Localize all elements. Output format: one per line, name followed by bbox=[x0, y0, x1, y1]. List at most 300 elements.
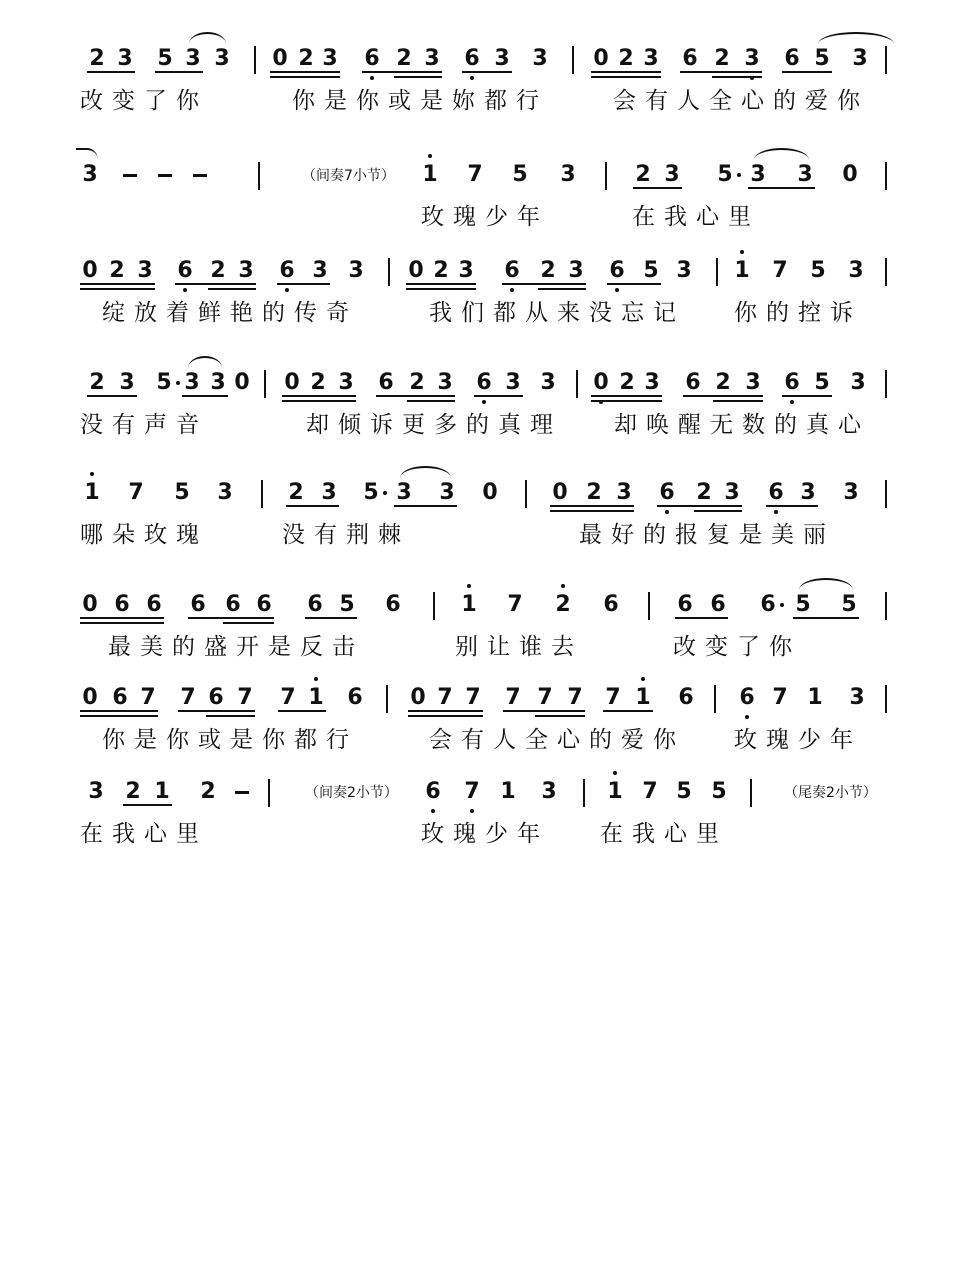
note: 5 bbox=[339, 592, 355, 617]
duration-underline bbox=[223, 622, 274, 624]
lyric-line: 最美的盛开是反击 bbox=[108, 634, 364, 660]
note: 6 bbox=[378, 370, 394, 395]
bar-line bbox=[254, 46, 256, 74]
bar-line bbox=[605, 162, 607, 190]
note: 3 bbox=[88, 779, 104, 804]
note: 6 bbox=[420, 779, 446, 805]
note: 5 bbox=[814, 370, 830, 395]
high-octave-dot bbox=[613, 771, 617, 775]
note: 3 bbox=[676, 258, 692, 283]
duration-underline bbox=[607, 283, 661, 285]
low-octave-dot bbox=[615, 288, 619, 292]
note: 0 bbox=[82, 685, 98, 710]
duration-underline bbox=[591, 400, 662, 402]
sustain-dash bbox=[123, 174, 137, 177]
note: 6 bbox=[678, 685, 694, 710]
note: 6 bbox=[225, 592, 241, 617]
lyric-line: 在我心里 bbox=[600, 821, 728, 847]
note: 3 bbox=[800, 480, 816, 505]
interlude-annotation: （尾奏2小节） bbox=[784, 785, 877, 801]
note: 7 bbox=[772, 258, 788, 283]
sustain-dash bbox=[193, 174, 207, 177]
duration-underline bbox=[591, 76, 661, 78]
high-octave-dot bbox=[641, 677, 645, 681]
note: 3 bbox=[505, 370, 521, 395]
note: 6 bbox=[604, 258, 630, 284]
duration-underline bbox=[87, 395, 137, 397]
duration-underline bbox=[175, 283, 256, 285]
note: 7 bbox=[237, 685, 253, 710]
note: 1 bbox=[630, 685, 656, 711]
lyric-line: 玫瑰少年 bbox=[421, 204, 549, 230]
note: 0 bbox=[593, 46, 609, 71]
duration-underline bbox=[394, 76, 442, 78]
note: 2 bbox=[200, 779, 216, 804]
duration-underline bbox=[680, 71, 762, 73]
note: 3 bbox=[424, 46, 440, 71]
bar-line bbox=[714, 685, 716, 713]
duration-underline bbox=[657, 505, 742, 507]
note: 1 bbox=[417, 162, 443, 188]
duration-underline bbox=[282, 400, 356, 402]
duration-underline bbox=[178, 710, 255, 712]
duration-underline bbox=[408, 710, 483, 712]
note: 5 bbox=[810, 258, 826, 283]
score-line-4 bbox=[0, 370, 975, 470]
duration-underline bbox=[394, 505, 457, 507]
note: 1 bbox=[456, 592, 482, 618]
note: 6 bbox=[172, 258, 198, 284]
note: 0 bbox=[410, 685, 426, 710]
interlude-annotation: （间奏2小节） bbox=[305, 785, 398, 801]
note: 5 bbox=[717, 162, 733, 187]
note: 6 bbox=[603, 592, 619, 617]
note: 6 bbox=[784, 46, 800, 71]
note: 0 bbox=[82, 258, 98, 283]
duration-underline bbox=[793, 617, 859, 619]
note: 3 bbox=[616, 480, 632, 505]
note: 3 bbox=[217, 480, 233, 505]
low-octave-dot bbox=[665, 510, 669, 514]
note: 6 bbox=[763, 480, 789, 506]
score-line-6 bbox=[0, 592, 975, 692]
duration-underline bbox=[408, 715, 483, 717]
note: 2 bbox=[550, 592, 576, 618]
note: 7 bbox=[128, 480, 144, 505]
note: 6 bbox=[499, 258, 525, 284]
note: 3 bbox=[745, 370, 761, 395]
low-octave-dot bbox=[183, 288, 187, 292]
tie-arc bbox=[189, 32, 226, 56]
note: 1 bbox=[303, 685, 329, 711]
bar-line bbox=[525, 480, 527, 508]
high-octave-dot bbox=[740, 250, 744, 254]
lyric-line: 没有荆棘 bbox=[282, 522, 410, 548]
duration-underline bbox=[406, 283, 476, 285]
bar-line bbox=[572, 46, 574, 74]
duration-underline bbox=[278, 710, 326, 712]
note: 2 bbox=[125, 779, 141, 804]
note: 6 bbox=[710, 592, 726, 617]
note: 3 bbox=[82, 162, 98, 187]
note: 3 bbox=[541, 779, 557, 804]
note: 7 bbox=[140, 685, 156, 710]
note: 3 bbox=[322, 46, 338, 71]
note: 5 bbox=[174, 480, 190, 505]
duration-underline bbox=[474, 395, 523, 397]
note: 5 bbox=[814, 46, 830, 71]
low-octave-dot bbox=[470, 76, 474, 80]
note: 2 bbox=[433, 258, 449, 283]
bar-line bbox=[258, 162, 260, 190]
note: 1 bbox=[729, 258, 755, 284]
bar-line bbox=[885, 685, 887, 713]
note: 3 bbox=[540, 370, 556, 395]
note: 0 bbox=[234, 370, 250, 395]
bar-line bbox=[386, 685, 388, 713]
lyric-line: 别让谁去 bbox=[455, 634, 583, 660]
low-octave-dot bbox=[745, 715, 749, 719]
lyric-line: 会有人全心的爱你 bbox=[613, 88, 869, 114]
score-line-5 bbox=[0, 480, 975, 580]
bar-line bbox=[885, 162, 887, 190]
note: 7 bbox=[467, 162, 483, 187]
note: 7 bbox=[180, 685, 196, 710]
note: 6 bbox=[359, 46, 385, 72]
low-octave-dot bbox=[431, 809, 435, 813]
high-octave-dot bbox=[90, 472, 94, 476]
duration-underline bbox=[683, 395, 763, 397]
note: 3 bbox=[458, 258, 474, 283]
lyric-line: 改变了你 bbox=[80, 88, 208, 114]
bar-line bbox=[885, 370, 887, 398]
note: 2 bbox=[89, 46, 105, 71]
note: 3 bbox=[137, 258, 153, 283]
score-line-2 bbox=[0, 162, 975, 262]
duration-underline bbox=[538, 288, 586, 290]
high-octave-dot bbox=[428, 154, 432, 158]
duration-underline bbox=[305, 617, 357, 619]
bar-line bbox=[268, 779, 270, 807]
note: 2 bbox=[288, 480, 304, 505]
note: 3 bbox=[396, 480, 412, 505]
note: 3 bbox=[210, 370, 226, 395]
score-line-1 bbox=[0, 46, 975, 146]
duration-underline bbox=[713, 400, 763, 402]
note: 0 bbox=[552, 480, 568, 505]
note: 6 bbox=[459, 46, 485, 72]
tie-arc bbox=[754, 148, 809, 172]
note: 3 bbox=[184, 370, 200, 395]
note: 1 bbox=[500, 779, 516, 804]
note: 5 bbox=[795, 592, 811, 617]
note: 5 bbox=[157, 46, 173, 71]
duration-underline bbox=[502, 283, 586, 285]
note: 7 bbox=[537, 685, 553, 710]
score-line-8 bbox=[0, 779, 975, 879]
note: 3 bbox=[119, 370, 135, 395]
lyric-line: 你是你或是你都行 bbox=[102, 727, 358, 753]
duration-underline bbox=[155, 71, 203, 73]
duration-underline bbox=[406, 288, 476, 290]
duration-underline bbox=[712, 76, 762, 78]
note: 3 bbox=[185, 46, 201, 71]
lyric-line: 你是你或是妳都行 bbox=[292, 88, 548, 114]
note: 7 bbox=[280, 685, 296, 710]
duration-underline bbox=[123, 804, 172, 806]
lyric-line: 会有人全心的爱你 bbox=[429, 727, 685, 753]
note: 3 bbox=[321, 480, 337, 505]
note: 5 bbox=[643, 258, 659, 283]
note: 5 bbox=[841, 592, 857, 617]
duration-underline bbox=[80, 617, 164, 619]
note: 6 bbox=[654, 480, 680, 506]
lyric-line: 在我心里 bbox=[632, 204, 760, 230]
duration-underline bbox=[362, 71, 442, 73]
low-octave-dot bbox=[482, 400, 486, 404]
duration-underline bbox=[782, 71, 832, 73]
low-octave-dot bbox=[285, 288, 289, 292]
note: 6 bbox=[779, 370, 805, 396]
note: 2 bbox=[586, 480, 602, 505]
note: 3 bbox=[214, 46, 230, 71]
lyric-line: 却唤醒无数的真心 bbox=[614, 412, 870, 438]
note: 3 bbox=[532, 46, 548, 71]
duration-underline bbox=[80, 715, 158, 717]
low-octave-dot bbox=[470, 809, 474, 813]
note: 6 bbox=[471, 370, 497, 396]
note: 1 bbox=[154, 779, 170, 804]
tie-arc bbox=[188, 356, 222, 380]
duration-underline bbox=[188, 617, 274, 619]
note: 2 bbox=[696, 480, 712, 505]
note: 7 bbox=[507, 592, 523, 617]
note: 3 bbox=[238, 258, 254, 283]
note: 3 bbox=[849, 685, 865, 710]
bar-line bbox=[648, 592, 650, 620]
duration-underline bbox=[675, 617, 728, 619]
duration-underline bbox=[80, 710, 158, 712]
note: 3 bbox=[750, 162, 766, 187]
lyric-line: 我们都从来没忘记 bbox=[429, 300, 685, 326]
note: 2 bbox=[109, 258, 125, 283]
tie-arc bbox=[818, 32, 894, 56]
score-line-3 bbox=[0, 258, 975, 358]
note: 3 bbox=[724, 480, 740, 505]
tie-arc bbox=[799, 578, 853, 602]
lyric-line: 玫瑰少年 bbox=[734, 727, 862, 753]
note: 2 bbox=[635, 162, 651, 187]
note: 3 bbox=[739, 46, 765, 72]
note: 3 bbox=[568, 258, 584, 283]
lyric-line: 你的控诉 bbox=[734, 300, 862, 326]
note: 5 bbox=[363, 480, 379, 505]
note: 6 bbox=[682, 46, 698, 71]
note: 7 bbox=[505, 685, 521, 710]
low-octave-dot bbox=[774, 510, 778, 514]
note: 3 bbox=[797, 162, 813, 187]
note: 3 bbox=[643, 46, 659, 71]
note: 3 bbox=[843, 480, 859, 505]
bar-line bbox=[261, 480, 263, 508]
note: 0 bbox=[284, 370, 300, 395]
note: 0 bbox=[842, 162, 858, 187]
note: 6 bbox=[114, 592, 130, 617]
duration-underline bbox=[462, 71, 512, 73]
note: 6 bbox=[677, 592, 693, 617]
note: 2 bbox=[210, 258, 226, 283]
sustain-dash bbox=[235, 791, 249, 794]
duration-underline bbox=[376, 395, 455, 397]
lyric-line: 玫瑰少年 bbox=[421, 821, 549, 847]
bar-line bbox=[264, 370, 266, 398]
bar-line bbox=[433, 592, 435, 620]
bar-line bbox=[716, 258, 718, 286]
note: 0 bbox=[588, 370, 614, 396]
duration-underline bbox=[782, 395, 832, 397]
note: 7 bbox=[567, 685, 583, 710]
low-octave-dot bbox=[790, 400, 794, 404]
duration-underline bbox=[80, 288, 155, 290]
note: 7 bbox=[772, 685, 788, 710]
duration-underline bbox=[766, 505, 818, 507]
bar-line bbox=[885, 480, 887, 508]
note: 6 bbox=[256, 592, 272, 617]
note: 6 bbox=[734, 685, 760, 711]
bar-line bbox=[885, 592, 887, 620]
note: 2 bbox=[714, 46, 730, 71]
sustain-dash bbox=[158, 174, 172, 177]
note: 0 bbox=[482, 480, 498, 505]
note: 5 bbox=[512, 162, 528, 187]
duration-underline bbox=[633, 187, 682, 189]
low-octave-dot bbox=[510, 288, 514, 292]
note: 3 bbox=[560, 162, 576, 187]
note: 6 bbox=[347, 685, 363, 710]
note: 2 bbox=[310, 370, 326, 395]
high-octave-dot bbox=[467, 584, 471, 588]
note: 7 bbox=[459, 779, 485, 805]
note: 7 bbox=[605, 685, 621, 710]
note: 5 bbox=[156, 370, 172, 395]
high-octave-dot bbox=[561, 584, 565, 588]
duration-underline bbox=[208, 288, 256, 290]
note: 0 bbox=[82, 592, 98, 617]
note: 1 bbox=[807, 685, 823, 710]
duration-underline bbox=[603, 710, 653, 712]
duration-underline bbox=[550, 510, 634, 512]
note: 1 bbox=[79, 480, 105, 506]
note: 3 bbox=[494, 46, 510, 71]
duration-underline bbox=[270, 76, 340, 78]
score-line-7 bbox=[0, 685, 975, 785]
note: 3 bbox=[312, 258, 328, 283]
note: 1 bbox=[602, 779, 628, 805]
note: 0 bbox=[272, 46, 288, 71]
duration-underline bbox=[87, 71, 135, 73]
note: 6 bbox=[307, 592, 323, 617]
duration-underline bbox=[550, 505, 634, 507]
note: 3 bbox=[664, 162, 680, 187]
interlude-annotation: （间奏7小节） bbox=[302, 168, 395, 184]
duration-underline bbox=[286, 505, 339, 507]
note: 5 bbox=[676, 779, 692, 804]
note: 3 bbox=[848, 258, 864, 283]
lyric-line: 最好的报复是美丽 bbox=[579, 522, 835, 548]
duration-underline bbox=[535, 715, 585, 717]
note: 2 bbox=[618, 46, 634, 71]
note: 2 bbox=[409, 370, 425, 395]
duration-underline bbox=[503, 710, 585, 712]
lyric-line: 在我心里 bbox=[80, 821, 208, 847]
note: 2 bbox=[619, 370, 635, 395]
note: 2 bbox=[715, 370, 731, 395]
tie-arc-continuation bbox=[76, 148, 98, 172]
duration-underline bbox=[182, 395, 228, 397]
note: 7 bbox=[642, 779, 658, 804]
low-octave-dot bbox=[370, 76, 374, 80]
lyric-line: 哪朵玫瑰 bbox=[80, 522, 208, 548]
note: 5 bbox=[711, 779, 727, 804]
note: 6 bbox=[112, 685, 128, 710]
duration-underline bbox=[270, 71, 340, 73]
high-octave-dot bbox=[314, 677, 318, 681]
note: 6 bbox=[146, 592, 162, 617]
duration-underline bbox=[407, 400, 455, 402]
lyric-line: 改变了你 bbox=[673, 634, 801, 660]
duration-underline bbox=[694, 510, 742, 512]
lyric-line: 绽放着鲜艳的传奇 bbox=[102, 300, 358, 326]
note: 2 bbox=[396, 46, 412, 71]
note: 3 bbox=[850, 370, 866, 395]
bar-line bbox=[885, 258, 887, 286]
note: 6 bbox=[685, 370, 701, 395]
bar-line bbox=[750, 779, 752, 807]
note: 3 bbox=[644, 370, 660, 395]
note: 3 bbox=[348, 258, 364, 283]
duration-underline bbox=[591, 395, 662, 397]
bar-line bbox=[576, 370, 578, 398]
note: 6 bbox=[274, 258, 300, 284]
note: 3 bbox=[439, 480, 455, 505]
note: 7 bbox=[437, 685, 453, 710]
note: 3 bbox=[117, 46, 133, 71]
duration-underline bbox=[206, 715, 255, 717]
duration-underline bbox=[282, 395, 356, 397]
note: 6 bbox=[208, 685, 224, 710]
note: 6 bbox=[190, 592, 206, 617]
note: 6 bbox=[760, 592, 776, 617]
note: 2 bbox=[298, 46, 314, 71]
note: 3 bbox=[437, 370, 453, 395]
tie-arc bbox=[400, 466, 451, 490]
duration-underline bbox=[277, 283, 330, 285]
note: 0 bbox=[408, 258, 424, 283]
duration-underline bbox=[80, 283, 155, 285]
note: 2 bbox=[540, 258, 556, 283]
note: 6 bbox=[385, 592, 401, 617]
duration-underline bbox=[80, 622, 164, 624]
duration-underline bbox=[591, 71, 661, 73]
duration-underline bbox=[748, 187, 815, 189]
note: 3 bbox=[338, 370, 354, 395]
bar-line bbox=[388, 258, 390, 286]
lyric-line: 没有声音 bbox=[80, 412, 208, 438]
note: 2 bbox=[89, 370, 105, 395]
note: 7 bbox=[465, 685, 481, 710]
note: 3 bbox=[852, 46, 868, 71]
lyric-line: 却倾诉更多的真理 bbox=[306, 412, 562, 438]
